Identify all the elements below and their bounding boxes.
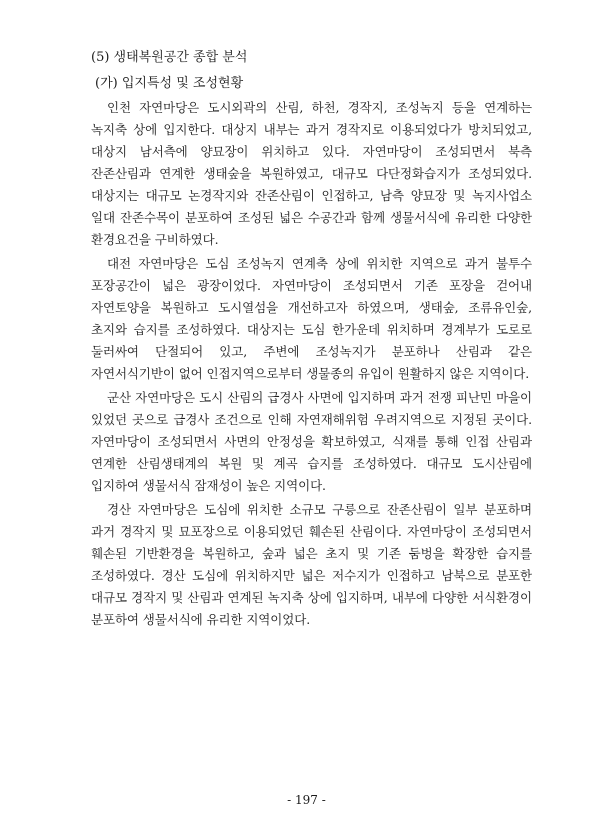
section-subheading: (가) 입지특성 및 조성현황 <box>95 76 244 91</box>
paragraph-incheon: 인천 자연마당은 도시외곽의 산림, 하천, 경작지, 조성녹지 등을 연계하는 녹지축 상에 입지한다. 대상지 내부는 과거 경작지로 이용되었다가 방치되었고, 대상지 남서측에 양묘장이 위치하고 있다. 자연마당이 조성되면서 북측 잔존산림과 연계한 생태숲을 복원하였고, 대규모 다단정화습지가 조성되었다. 대상지는 대규모 논경작지와 잔존산림이 인접하고, 남측 양묘장 및 녹지사업소 일대 잔존수목이 분포하여 조성된 넓은 수공간과 함께 생물서식에 유리한 다양한 환경요건을 구비하였다. <box>91 100 532 247</box>
section-heading: (5) 생태복원공간 종합 분석 <box>91 50 248 65</box>
paragraph-gyeongsan: 경산 자연마당은 도심에 위치한 소규모 구릉으로 잔존산림이 일부 분포하며 과거 경작지 및 묘포장으로 이용되었던 훼손된 산림이다. 자연마당이 조성되면서 훼손된 기반환경을 복원하고, 숲과 넓은 초지 및 기존 둠벙을 확장한 습지를 조성하였다. 경산 도심에 위치하지만 넓은 저수지가 인접하고 남북으로 분포한 대규모 경작지 및 산림과 연계된 녹지축 상에 입지하며, 내부에 다양한 서식환경이 분포하여 생물서식에 유리한 지역이었다. <box>91 502 532 627</box>
paragraph-gunsan: 군산 자연마당은 도시 산림의 급경사 사면에 입지하며 과거 전쟁 피난민 마을이 있었던 곳으로 급경사 조건으로 인해 자연재해위험 우려지역으로 지정된 곳이다. 자연마당이 조성되면서 사면의 안정성을 확보하였고, 식재를 통해 인접 산림과 연계한 산림생태계의 복원 및 계곡 습지를 조성하였다. 대규모 도시산림에 입지하여 생물서식 잠재성이 높은 지역이다. <box>91 390 532 493</box>
paragraph-daejeon: 대전 자연마당은 도심 조성녹지 연계축 상에 위치한 지역으로 과거 불투수 포장공간이 넓은 광장이었다. 자연마당이 조성되면서 기존 포장을 걷어내 자연토양을 복원하고 도시열섬을 개선하고자 하였으며, 생태숲, 조류유인숲, 초지와 습지를 조성하였다. 대상지는 도심 한가운데 위치하며 경계부가 도로로 둘러싸여 단절되어 있고, 주변에 조성녹지가 분포하나 산림과 같은 자연서식기반이 없어 인접지역으로부터 생물종의 유입이 원활하지 않은 지역이다. <box>91 256 532 381</box>
body-text <box>91 97 532 633</box>
page-number: - 197 - <box>287 793 326 807</box>
